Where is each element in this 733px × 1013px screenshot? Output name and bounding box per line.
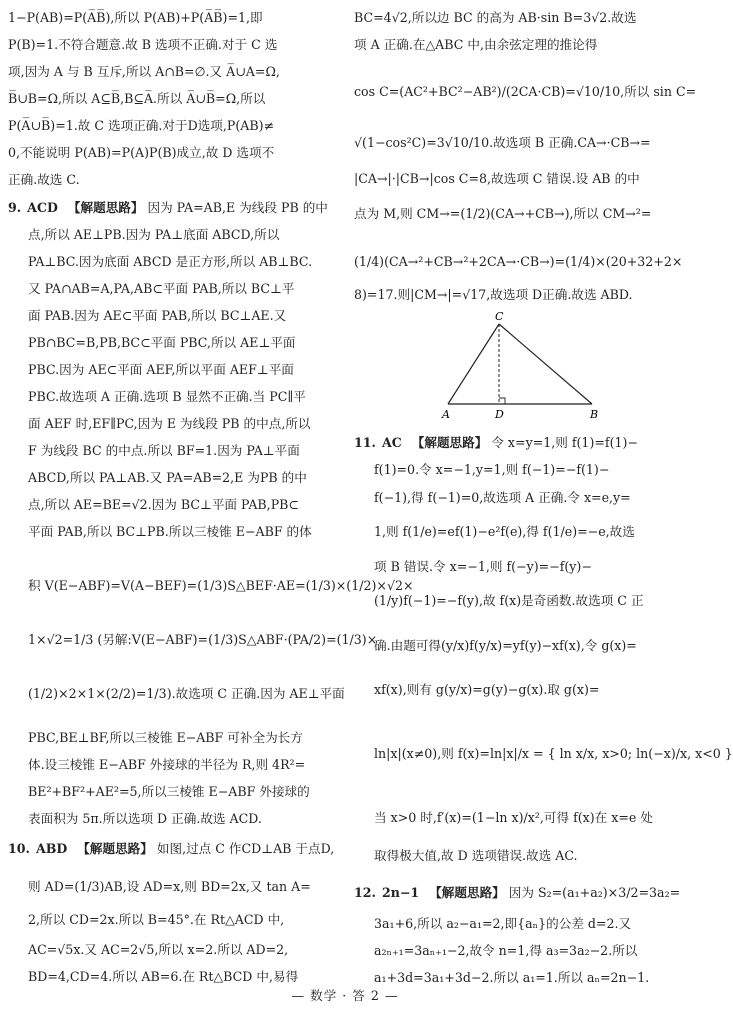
text-line: (1/2)×2×1×(2/2)=1/3).故选项 C 正确.因为 AE⊥平面 bbox=[28, 686, 345, 701]
text-line: ABCD,所以 PA⊥AB.又 PA=AB=2,E 为PB 的中 bbox=[28, 470, 307, 485]
label-c: C bbox=[495, 310, 504, 323]
text-line: BD=4,CD=4.所以 AB=6.在 Rt△BCD 中,易得 bbox=[28, 969, 299, 984]
text-line: ln|x|(x≠0),则 f(x)=ln|x|/x = { ln x/x, x>0; ln(−x)/x, x<0 } bbox=[374, 746, 733, 761]
text-line: AC=√5x.又 AC=2√5,所以 x=2.所以 AD=2, bbox=[28, 942, 289, 957]
text-line: 表面积为 5π.所以选项 D 正确.故选 ACD. bbox=[28, 811, 262, 826]
text-line: 取得极大值,故 D 选项错误.故选 AC. bbox=[374, 848, 578, 863]
text-line: 8)=17.则|CM→|=√17,故选项 D正确.故选 ABD. bbox=[354, 287, 633, 302]
text-line: 项 B 错误.令 x=−1,则 f(−y)=−f(y)− bbox=[374, 559, 592, 574]
text-line: F 为线段 BC 的中点.所以 BF=1.因为 PA⊥平面 bbox=[28, 443, 300, 458]
text-span: 因为 PA=AB,E 为线段 PB 的中 bbox=[147, 200, 328, 215]
solution-tag: 【解题思路】 bbox=[429, 885, 505, 900]
text-line: 体.设三棱锥 E−ABF 外接球的半径为 R,则 4R²= bbox=[28, 757, 306, 772]
text-line: f(−1),得 f(−1)=0,故选项 A 正确.令 x=e,y= bbox=[374, 490, 631, 505]
text-line: f(1)=0.令 x=−1,y=1,则 f(−1)=−f(1)− bbox=[374, 462, 610, 477]
text-line: 1×√2=1/3 (另解:V(E−ABF)=(1/3)S△ABF·(PA/2)=(1/3)× bbox=[28, 632, 378, 647]
text-line: √(1−cos²C)=3√10/10.故选项 B 正确.CA→·CB→= bbox=[354, 135, 651, 150]
text-line: xf(x),则有 g(y/x)=g(y)−g(x).取 g(x)= bbox=[374, 682, 600, 697]
text-line: 2,所以 CD=2x.所以 B=45°.在 Rt△ACD 中, bbox=[28, 912, 285, 927]
text-line: 面 AEF 时,EF∥PC,因为 E 为线段 PB 的中点,所以 bbox=[28, 416, 311, 431]
segment-bc bbox=[499, 324, 592, 404]
question-12-header bbox=[354, 883, 682, 903]
question-number: 9. bbox=[8, 200, 22, 215]
label-a: A bbox=[442, 408, 450, 421]
text-line: 3a₁+6,所以 a₂−a₁=2,即{aₙ}的公差 d=2.又 bbox=[374, 916, 632, 931]
text-line: |CA→|·|CB→|cos C=8,故选项 C 错误.设 AB 的中 bbox=[354, 171, 640, 186]
text-line: PBC.故选项 A 正确.选项 B 显然不正确.当 PC∥平 bbox=[28, 389, 306, 404]
question-10-header bbox=[8, 839, 336, 859]
text-line: 则 AD=(1/3)AB,设 AD=x,则 BD=2x,又 tan A= bbox=[28, 879, 311, 894]
solution-tag: 【解题思路】 bbox=[77, 841, 153, 856]
text-line: 点,所以 AE=BE=√2.因为 BC⊥平面 PAB,PB⊂ bbox=[28, 497, 299, 512]
text-line: a₁+3d=3a₁+3d−2.所以 a₁=1.所以 aₙ=2n−1. bbox=[374, 970, 650, 985]
text-line: PBC,BE⊥BF,所以三棱锥 E−ABF 可补全为长方 bbox=[28, 730, 303, 745]
text-line: cos C=(AC²+BC²−AB²)/(2CA·CB)=√10/10,所以 sin C= bbox=[354, 84, 697, 99]
right-angle-mark bbox=[499, 398, 505, 404]
page-footer: — 数学 · 答 2 — bbox=[291, 988, 399, 1003]
text-line: 点为 M,则 CM→=(1/2)(CA→+CB→),所以 CM→²= bbox=[354, 206, 652, 221]
text-line: B̅∪B=Ω,所以 A⊆B̅,B⊆A̅.所以 A̅∪B̅=Ω,所以 bbox=[8, 91, 266, 106]
text-line: BE²+BF²+AE²=5,所以三棱锥 E−ABF 外接球的 bbox=[28, 784, 310, 799]
text-span: 令 x=y=1,则 f(1)=f(1)− bbox=[491, 435, 638, 450]
solution-tag: 【解题思路】 bbox=[67, 200, 144, 215]
label-d: D bbox=[495, 408, 504, 421]
text-line: (1/4)(CA→²+CB→²+2CA→·CB→)=(1/4)×(20+32+2× bbox=[354, 254, 683, 269]
text-line: 0,不能说明 P(AB)=P(A)P(B)成立,故 D 选项不 bbox=[8, 145, 275, 160]
text-line: 1−P(AB)=P(A̅B̅),所以 P(AB)+P(A̅B̅)=1,即 bbox=[8, 10, 263, 25]
text-line: 当 x>0 时,f′(x)=(1−ln x)/x²,可得 f(x)在 x=e 处 bbox=[374, 810, 653, 825]
question-11-header bbox=[354, 433, 682, 453]
text-line: 正确.故选 C. bbox=[8, 172, 80, 187]
text-line: 项,因为 A 与 B 互斥,所以 A∩B=∅.又 A̅∪A=Ω, bbox=[8, 64, 280, 79]
question-answer: AC bbox=[381, 435, 402, 450]
label-b: B bbox=[590, 408, 599, 421]
triangle-figure bbox=[442, 312, 602, 422]
text-line: a₂ₙ₊₁=3aₙ₊₁−2,故令 n=1,得 a₃=3a₂−2.所以 bbox=[374, 943, 638, 958]
text-line: 确.由题可得(y/x)f(y/x)=yf(y)−xf(x),令 g(x)= bbox=[374, 638, 637, 653]
text-line: 点,所以 AE⊥PB.因为 PA⊥底面 ABCD,所以 bbox=[28, 227, 280, 242]
text-line: 又 PA∩AB=A,PA,AB⊂平面 PAB,所以 BC⊥平 bbox=[28, 281, 295, 296]
text-span: 如图,过点 C 作CD⊥AB 于点D, bbox=[156, 841, 335, 856]
text-line: PBC.因为 AE⊂平面 AEF,所以平面 AEF⊥平面 bbox=[28, 362, 294, 377]
question-answer: ABD bbox=[35, 841, 68, 856]
segment-ac bbox=[448, 324, 499, 404]
text-line: P(A̅∪B̅)=1.故 C 选项正确.对于D选项,P(AB)≠ bbox=[8, 118, 275, 133]
text-line: 1,则 f(1/e)=ef(1)−e²f(e),得 f(1/e)=−e,故选 bbox=[374, 524, 635, 539]
text-line: PB∩BC=B,PB,BC⊂平面 PBC,所以 AE⊥平面 bbox=[28, 335, 296, 350]
text-line: 积 V(E−ABF)=V(A−BEF)=(1/3)S△BEF·AE=(1/3)×(1/2)×√2× bbox=[28, 578, 414, 593]
question-answer: ACD bbox=[27, 200, 58, 215]
question-9-header bbox=[8, 198, 336, 218]
text-line: 面 PAB.因为 AE⊂平面 PAB,所以 BC⊥AE.又 bbox=[28, 308, 287, 323]
solution-tag: 【解题思路】 bbox=[411, 435, 488, 450]
text-span: 因为 S₂=(a₁+a₂)×3/2=3a₂= bbox=[508, 885, 681, 900]
question-number: 10. bbox=[8, 841, 30, 856]
text-line: BC=4√2,所以边 BC 的高为 AB·sin B=3√2.故选 bbox=[354, 10, 637, 25]
text-line: P(B)=1.不符合题意.故 B 选项不正确.对于 C 选 bbox=[8, 37, 278, 52]
question-answer: 2n−1 bbox=[381, 885, 420, 900]
question-number: 11. bbox=[354, 435, 376, 450]
text-line: (1/y)f(−1)=−f(y),故 f(x)是奇函数.故选项 C 正 bbox=[374, 593, 644, 608]
text-line: 项 A 正确.在△ABC 中,由余弦定理的推论得 bbox=[354, 37, 598, 52]
question-number: 12. bbox=[354, 885, 376, 900]
text-line: 平面 PAB,所以 BC⊥PB.所以三棱锥 E−ABF 的体 bbox=[28, 524, 312, 539]
text-line: PA⊥BC.因为底面 ABCD 是正方形,所以 AB⊥BC. bbox=[28, 254, 313, 269]
